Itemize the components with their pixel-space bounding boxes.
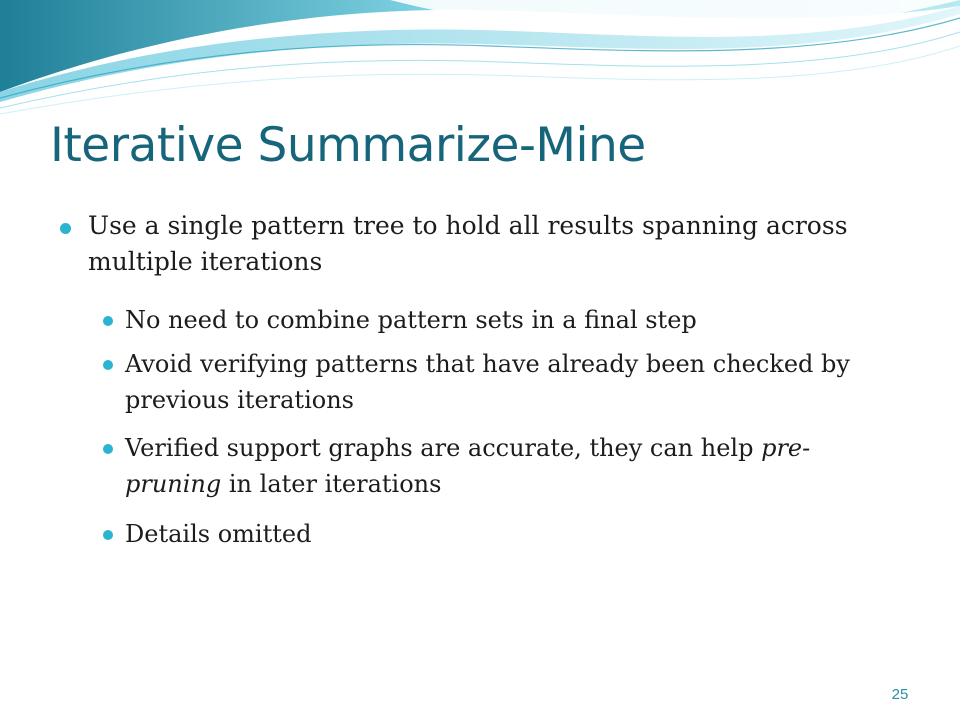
slide-title: Iterative Summarize-Mine (50, 118, 646, 173)
bullet-sub-1-text: No need to combine pattern sets in a final step (125, 306, 697, 334)
bullet-sub-4 (125, 516, 885, 552)
bullet-dot-icon (103, 316, 113, 326)
bullet-sub-2-text: Avoid verifying patterns that have already been checked by previous iterations (125, 350, 850, 414)
bullet-sub-3-text-italic: pre-pruning (125, 434, 811, 498)
bullet-sub-1 (125, 302, 885, 338)
bullet-dot-icon (103, 360, 113, 370)
bullet-sub-3-text-before: Verified support graphs are accurate, they can help (125, 434, 762, 462)
bullet-sub-4-text: Details omitted (125, 520, 312, 548)
wave-header-decoration (0, 0, 960, 120)
bullet-sub-3-text-after: in later iterations (221, 470, 442, 498)
bullet-dot-icon (103, 444, 113, 454)
bullet-main-text: Use a single pattern tree to hold all results spanning across multiple iterations (88, 211, 848, 276)
bullet-main (88, 208, 888, 280)
bullet-dot-icon (103, 530, 113, 540)
bullet-sub-2 (125, 346, 885, 418)
bullet-dot-icon (60, 223, 71, 234)
page-number: 25 (891, 686, 909, 703)
bullet-sub-3 (125, 430, 885, 502)
